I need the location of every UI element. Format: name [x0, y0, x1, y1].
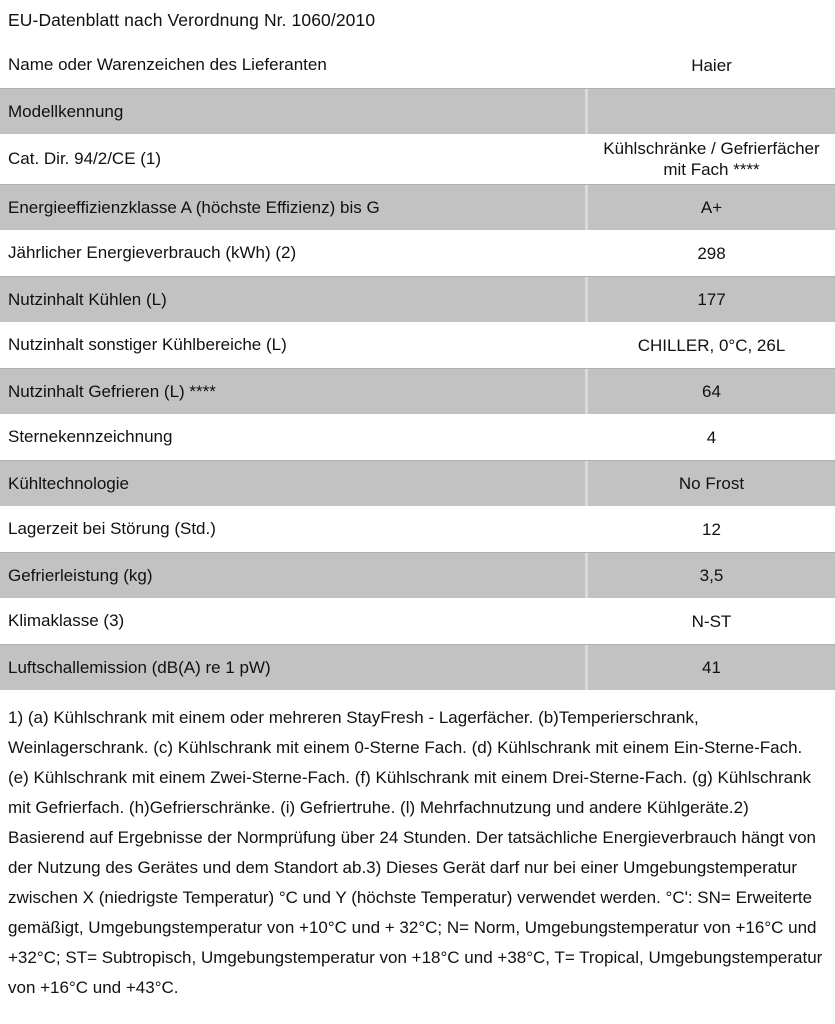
- table-row: [0, 322, 835, 368]
- table-row: [0, 506, 835, 552]
- row-label: Nutzinhalt sonstiger Kühlbereiche (L): [8, 335, 287, 354]
- table-row: [0, 368, 835, 414]
- row-label: Kühltechnologie: [0, 461, 588, 506]
- row-label: Jährlicher Energieverbrauch (kWh) (2): [8, 243, 297, 262]
- row-value: 298: [697, 243, 726, 263]
- table-row: [0, 598, 835, 644]
- table-row: [0, 644, 835, 690]
- footnotes-text: 1) (a) Kühlschrank mit einem oder mehreren StayFresh - Lagerfächer. (b)Temperierschrank, Weinlagerschrank. (c) Kühlschrank mit einem 0-Sterne Fach. (d) Kühlschrank mit einem Ein-Sterne-Fach. (e) Kühlschrank mit einem Zwei-Sterne-Fach. (f) Kühlschrank mit einem Drei-Sterne-Fach. (g) Kühlschrank mit Gefrierfach. (h)Gefrierschränke. (i) Gefriertruhe. (l) Mehrfachnutzung und andere Kühlgeräte.2) Basierend auf Ergebnisse der Normprüfung über 24 Stunden. Der tatsächliche Energieverbrauch hängt von der Nutzung des Gerätes und dem Standort ab.3) Dieses Gerät darf nur bei einer Umgebungstemperatur zwischen X (niedrigste Temperatur) °C und Y (höchste Temperatur) verwendet werden. °C': SN= Erweiterte gemäßigt, Umgebungstemperatur von +10°C und + 32°C; N= Norm, Umgebungstemperatur von +16°C und +32°C; ST= Subtropisch, Umgebungstemperatur von +18°C und +38°C, T= Tropical, Umgebungstemperatur von +16°C und +43°C.: [8, 708, 823, 997]
- table-row: [0, 134, 835, 184]
- row-value: [588, 89, 835, 134]
- row-value: 12: [702, 519, 721, 539]
- spec-table: [0, 42, 835, 690]
- row-label: Nutzinhalt Gefrieren (L) ****: [0, 369, 588, 414]
- row-label: Energieeffizienzklasse A (höchste Effizienz) bis G: [0, 185, 588, 230]
- row-value: Haier: [691, 55, 732, 75]
- row-value: N-ST: [691, 611, 732, 631]
- row-label: Cat. Dir. 94/2/CE (1): [8, 149, 162, 168]
- row-value: 64: [702, 382, 721, 401]
- row-label: Name oder Warenzeichen des Lieferanten: [8, 55, 327, 74]
- row-label: Luftschallemission (dB(A) re 1 pW): [0, 645, 588, 690]
- document-title: EU-Datenblatt nach Verordnung Nr. 1060/2010: [8, 10, 376, 30]
- row-label: Klimaklasse (3): [8, 611, 125, 630]
- table-row: [0, 230, 835, 276]
- row-value: 4: [706, 427, 717, 447]
- row-value: CHILLER, 0°C, 26L: [637, 335, 786, 355]
- row-value: 41: [702, 658, 721, 677]
- table-row: [0, 276, 835, 322]
- row-label: Lagerzeit bei Störung (Std.): [8, 519, 216, 538]
- row-label: Nutzinhalt Kühlen (L): [0, 277, 588, 322]
- row-value: 177: [697, 290, 726, 309]
- row-label: Gefrierleistung (kg): [0, 553, 588, 598]
- row-value: No Frost: [678, 474, 745, 493]
- row-value: 3,5: [699, 566, 724, 585]
- row-value: A+: [700, 198, 723, 217]
- row-label: Sternekennzeichnung: [8, 427, 173, 446]
- table-row: [0, 184, 835, 230]
- table-row: [0, 414, 835, 460]
- row-value: Kühlschränke / Gefrierfächer mit Fach ****: [603, 139, 820, 179]
- table-row: [0, 42, 835, 88]
- table-row: [0, 88, 835, 134]
- row-label: Modellkennung: [0, 89, 588, 134]
- table-row: [0, 460, 835, 506]
- table-row: [0, 552, 835, 598]
